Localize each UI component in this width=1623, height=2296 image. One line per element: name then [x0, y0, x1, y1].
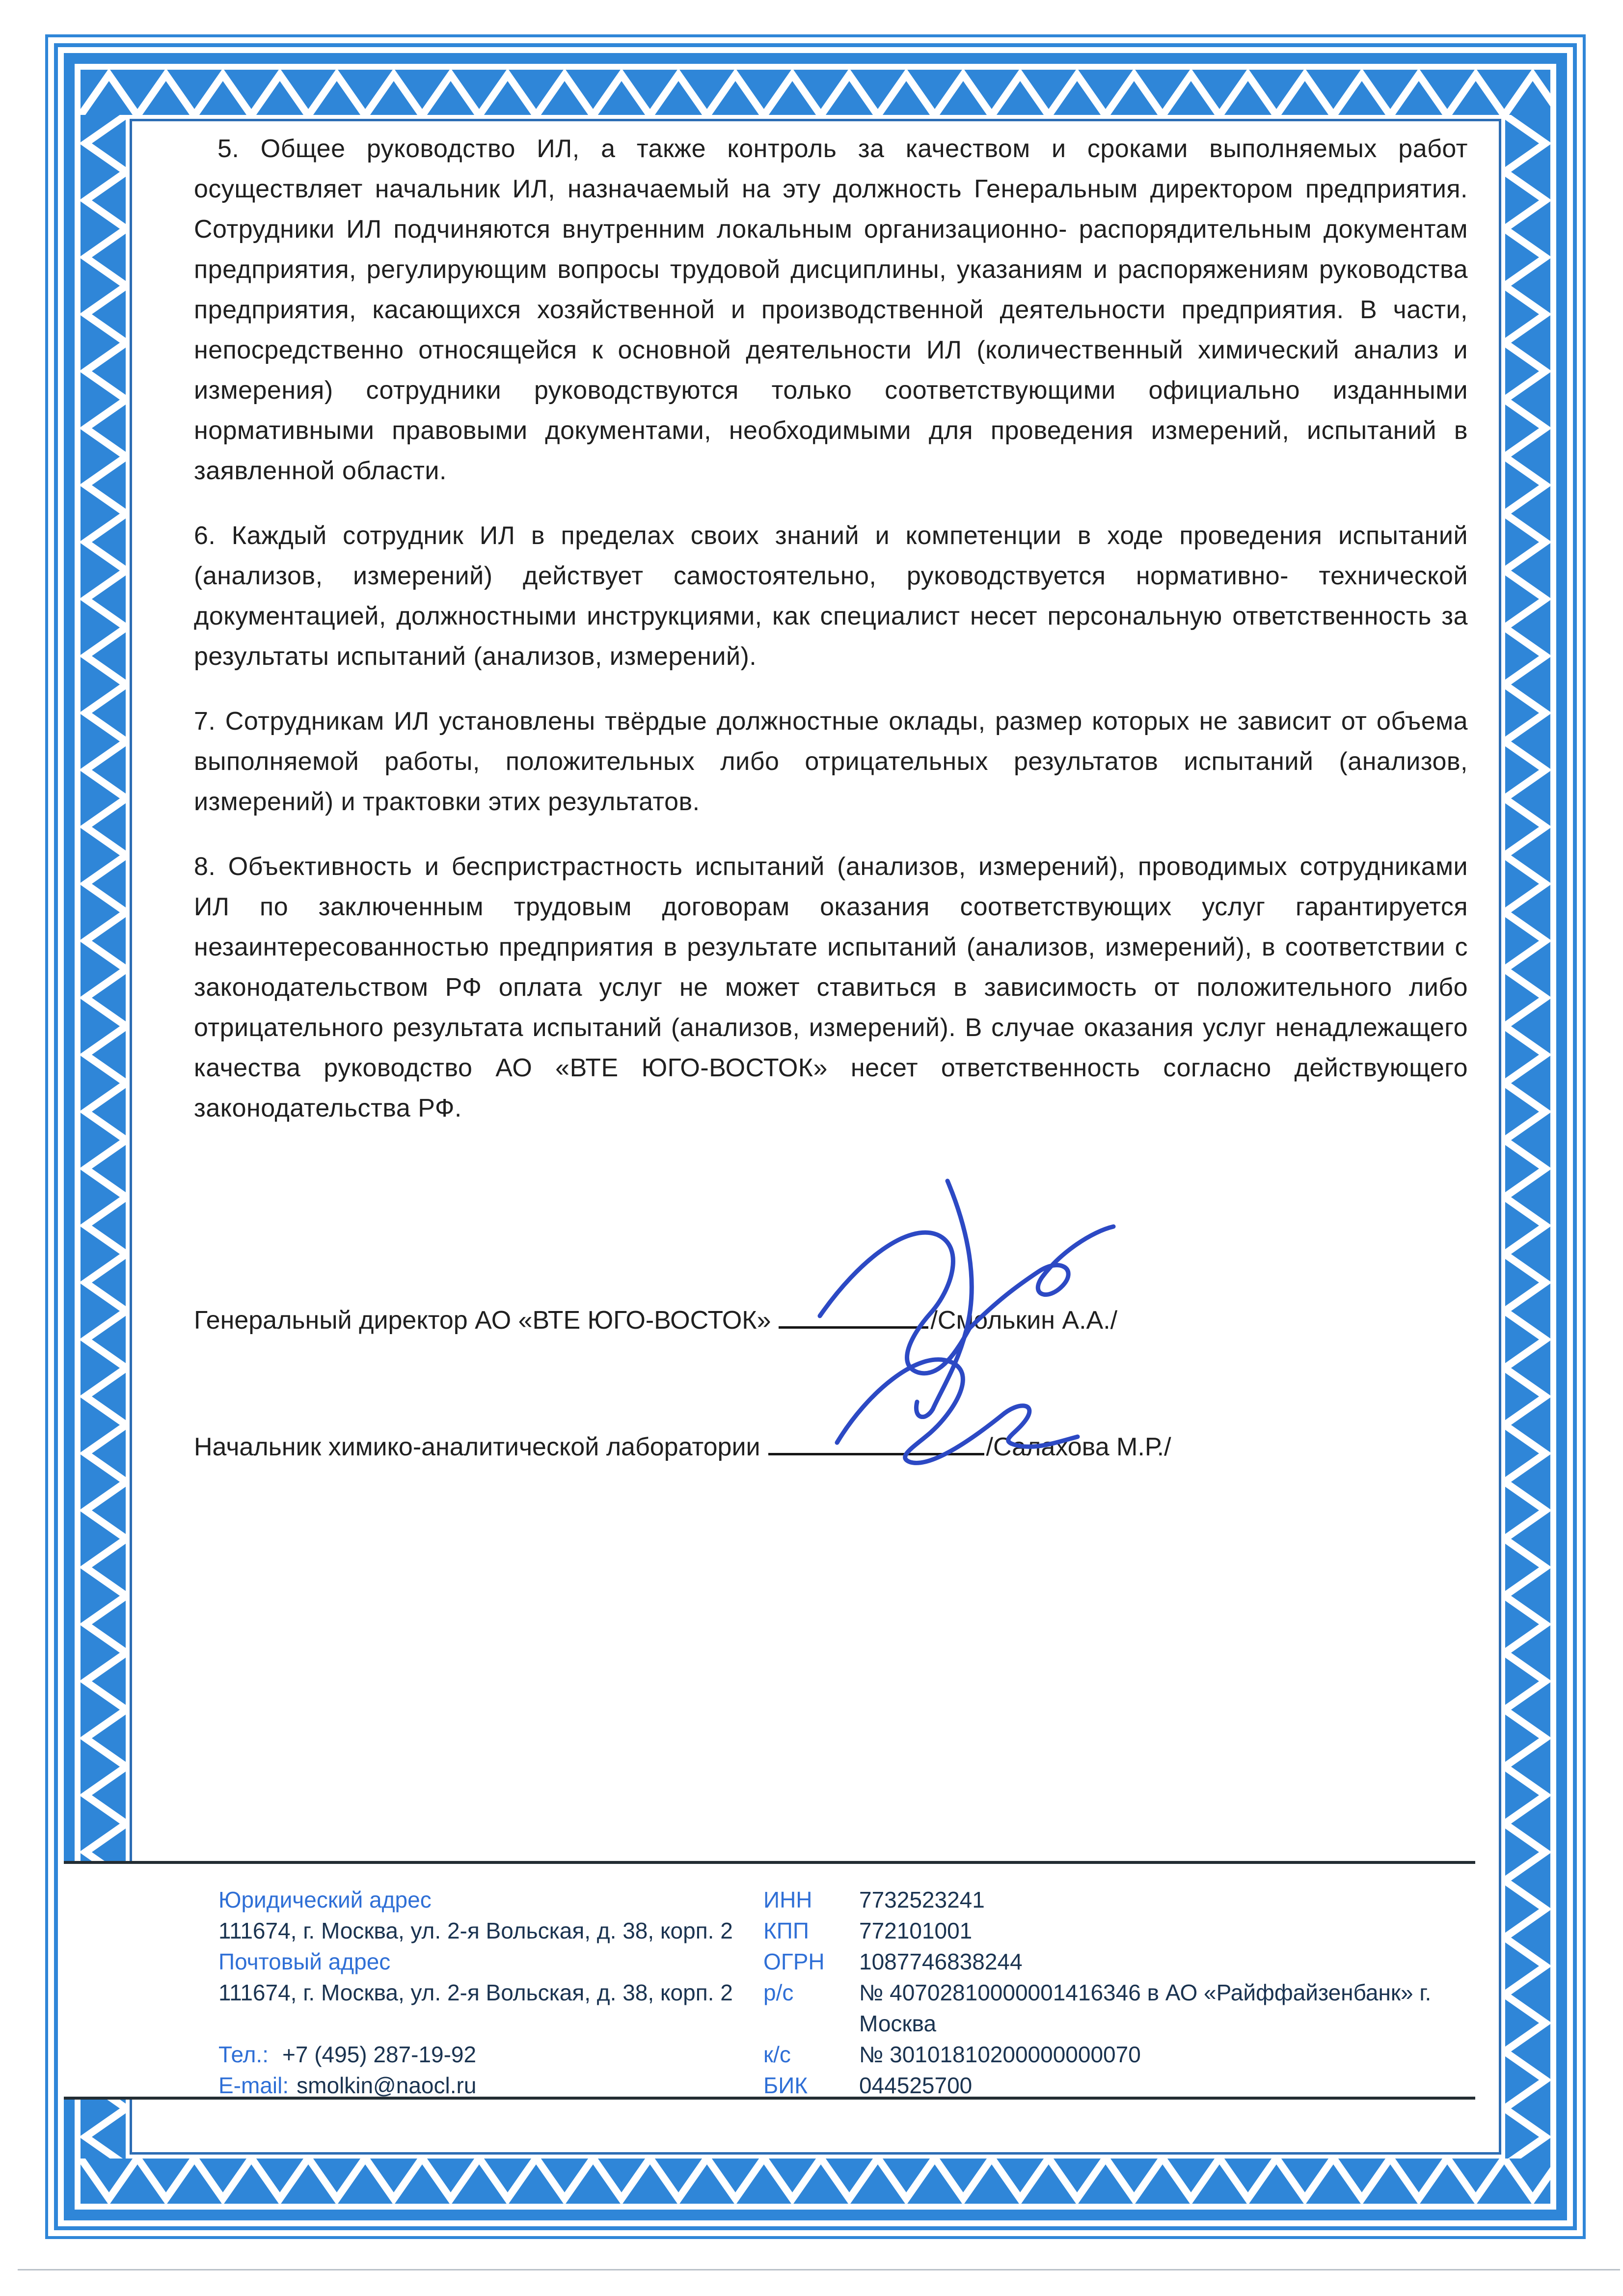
scan-artifact-line: [18, 2269, 1620, 2270]
settlement-account-value: № 40702810000001416346 в АО «Райффайзенбанк» г. Москва: [859, 1980, 1432, 2036]
paragraph-8: 8. Объективность и беспристрастность испытаний (анализов, измерений), проводимых сотрудниками ИЛ по заключенным трудовым договорам оказания соответствующих услуг гарантируется незаинтересованностью предприятия в результате испытаний (анализов, измерений), в соответствии с законодательством РФ оплата услуг не может ставиться в зависимость от положительного либо отрицательного результата испытаний (анализов, измерений). В случае оказания услуг ненадлежащего качества руководство АО «ВТЕ ЮГО-ВОСТОК» несет ответственность согласно действующего законодательства РФ.: [194, 852, 1468, 1122]
phone-row: [218, 2039, 758, 2070]
email-value: smolkin@naocl.ru: [297, 2073, 477, 2098]
email-row: [218, 2070, 758, 2101]
correspondent-account-row: [763, 2039, 1465, 2070]
legal-address-label: Юридический адрес: [218, 1887, 432, 1913]
settlement-account-row: [763, 1977, 1465, 2039]
lab-head-role-label: Начальник химико-аналитической лаборатории: [194, 1433, 760, 1461]
director-signature-ink: [785, 1154, 1129, 1419]
border-zigzag-bottom: [81, 2159, 1550, 2204]
footer-bank-column: [763, 1885, 1465, 2101]
inn-value: 7732523241: [859, 1887, 985, 1913]
document-body: [194, 129, 1468, 1153]
footer-requisites-box: [64, 1861, 1475, 2100]
kpp-label: КПП: [763, 1918, 809, 1943]
kpp-row: [763, 1915, 1465, 1946]
kpp-value: 772101001: [859, 1918, 973, 1943]
postal-address-value: 111674, г. Москва, ул. 2-я Вольская, д. 38, корп. 2: [218, 1980, 733, 2005]
postal-address-label: Почтовый адрес: [218, 1949, 391, 1974]
signature-row-lab-head: [194, 1427, 1468, 1467]
settlement-account-label: р/с: [763, 1980, 794, 2005]
bik-row: [763, 2070, 1465, 2101]
director-name: /Смолькин А.А./: [930, 1306, 1118, 1335]
ogrn-value: 1087746838244: [859, 1949, 1023, 1974]
lab-head-name: /Салахова М.Р./: [986, 1433, 1171, 1461]
bik-value: 044525700: [859, 2073, 973, 2098]
director-role-label: Генеральный директор АО «ВТЕ ЮГО-ВОСТОК»: [194, 1306, 771, 1335]
phone-label: Тел.:: [218, 2042, 269, 2067]
inn-label: ИНН: [763, 1887, 812, 1913]
border-zigzag-top: [81, 70, 1550, 115]
border-zigzag-right: [1505, 115, 1550, 2159]
email-label: E-mail:: [218, 2073, 289, 2098]
paragraph-7: 7. Сотрудникам ИЛ установлены твёрдые должностные оклады, размер которых не зависит от объема выполняемой работы, положительных либо отрицательных результатов испытаний (анализов, измерений) и трактовки этих результатов.: [194, 707, 1468, 816]
phone-value: +7 (495) 287-19-92: [282, 2042, 477, 2067]
bik-label: БИК: [763, 2073, 808, 2098]
ogrn-row: [763, 1946, 1465, 1977]
ogrn-label: ОГРН: [763, 1949, 825, 1974]
footer-contacts-column: [218, 1885, 758, 2101]
paragraph-5: 5. Общее руководство ИЛ, а также контроль за качеством и сроками выполняемых работ осуществляет начальник ИЛ, назначаемый на эту должность Генеральным директором предприятия. Сотрудники ИЛ подчиняются внутренним локальным организационно- распорядительным документам предприятия, регулирующим вопросы трудовой дисциплины, указаниям и распоряжениям руководства предприятия, касающихся хозяйственной и производственной деятельности предприятия. В части, непосредственно относящейся к основной деятельности ИЛ (количественный химический анализ и измерения) сотрудники руководствуются только соответствующими официально изданными нормативными правовыми документами, необходимыми для проведения измерений, испытаний в заявленной области.: [194, 135, 1468, 485]
border-zigzag-left: [81, 115, 126, 2159]
correspondent-account-label: к/с: [763, 2042, 791, 2067]
director-signature-line: [779, 1323, 928, 1329]
inn-row: [763, 1885, 1465, 1915]
correspondent-account-value: № 30101810200000000070: [859, 2042, 1141, 2067]
footer-spacer: [218, 2008, 758, 2039]
paragraph-6: 6. Каждый сотрудник ИЛ в пределах своих знаний и компетенции в ходе проведения испытаний (анализов, измерений) действует самостоятельно, руководствуется нормативно- технической документацией, должностными инструкциями, как специалист несет персональную ответственность за результаты испытаний (анализов, измерений).: [194, 521, 1468, 671]
legal-address-value: 111674, г. Москва, ул. 2-я Вольская, д. 38, корп. 2: [218, 1918, 733, 1943]
signature-row-director: [194, 1300, 1468, 1340]
lab-head-signature-line: [768, 1450, 984, 1455]
